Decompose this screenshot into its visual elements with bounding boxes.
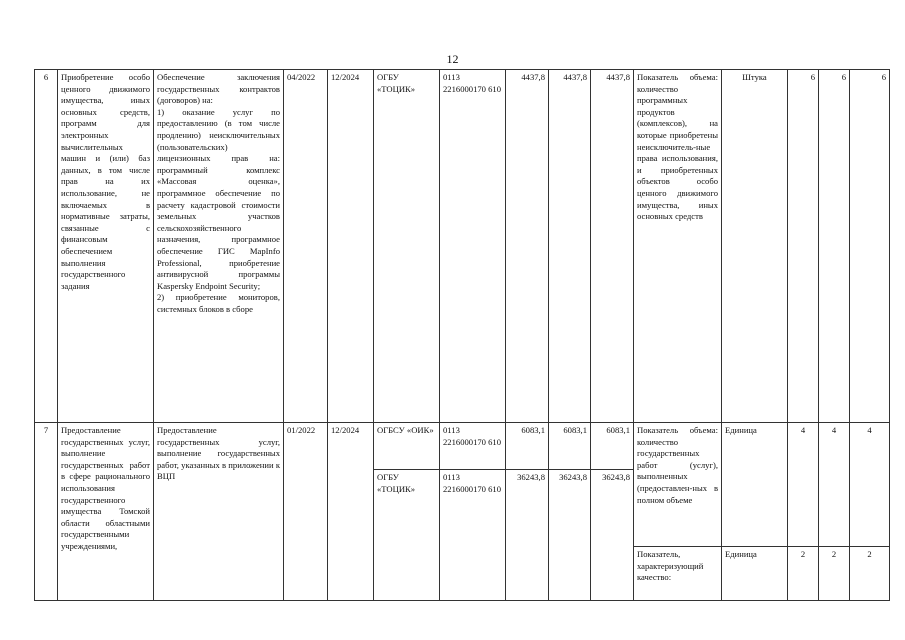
value-2: 2 bbox=[819, 547, 850, 601]
executor-continuation bbox=[374, 547, 440, 601]
amount-2: 6083,1 bbox=[549, 423, 591, 470]
amount-3: 36243,8 bbox=[591, 470, 634, 547]
budget-code: 0113 2216000170 610 bbox=[440, 423, 506, 470]
amount-3-continuation bbox=[591, 547, 634, 601]
value-1: 6 bbox=[788, 70, 819, 423]
amount-1: 6083,1 bbox=[506, 423, 549, 470]
amount-3: 4437,8 bbox=[591, 70, 634, 423]
executor: ОГБСУ «ОИК» bbox=[374, 423, 440, 470]
indicator-text: Показатель, характеризующий качество: bbox=[634, 547, 722, 601]
page-number: 12 bbox=[446, 52, 459, 66]
indicator-text: Показатель объема: количество государственных работ (услуг), выполненных (предоставлен-ных в полном объеме bbox=[634, 423, 722, 547]
budget-code: 0113 2216000170 610 bbox=[440, 70, 506, 423]
value-1: 4 bbox=[788, 423, 819, 547]
executor: ОГБУ «ТОЦИК» bbox=[374, 470, 440, 547]
unit: Единица bbox=[722, 423, 788, 547]
row-number: 6 bbox=[35, 70, 58, 423]
budget-code: 0113 2216000170 610 bbox=[440, 470, 506, 547]
unit: Штука bbox=[722, 70, 788, 423]
executor: ОГБУ «ТОЦИК» bbox=[374, 70, 440, 423]
start-date: 04/2022 bbox=[284, 70, 328, 423]
value-3: 2 bbox=[850, 547, 890, 601]
amount-2: 4437,8 bbox=[549, 70, 591, 423]
event-name: Предоставление государственных услуг, выполнение государственных работ в сфере рационального использования государственного имущества Томской области областными государственными учреждениями, bbox=[58, 423, 154, 601]
value-2: 4 bbox=[819, 423, 850, 547]
table-row bbox=[35, 423, 890, 470]
table-row bbox=[35, 70, 890, 423]
event-description: Обеспечение заключения государственных контрактов (договоров) на: 1) оказание услуг по предоставлению (в том числе продлению) неисключительных (пользовательских) лицензионных прав на: программный комплекс «Массовая оценка», программное обеспечение по расчету кадастровой стоимости земельных участков сельскохозяйственного назначения, программное обеспечение ГИС MapInfo Professional, приобретение антивирусной программы Kaspersky Endpoint Security; 2) приобретение мониторов, системных блоков в сборе bbox=[154, 70, 284, 423]
value-1: 2 bbox=[788, 547, 819, 601]
event-description: Предоставление государственных услуг, выполнение государственных работ, указанных в приложении к ВЦП bbox=[154, 423, 284, 601]
amount-1: 36243,8 bbox=[506, 470, 549, 547]
amount-2: 36243,8 bbox=[549, 470, 591, 547]
amount-3: 6083,1 bbox=[591, 423, 634, 470]
unit: Единица bbox=[722, 547, 788, 601]
start-date: 01/2022 bbox=[284, 423, 328, 601]
value-3: 4 bbox=[850, 423, 890, 547]
end-date: 12/2024 bbox=[328, 423, 374, 601]
amount-1-continuation bbox=[506, 547, 549, 601]
indicator-text: Показатель объема: количество программных продуктов (комплексов), на которые приобретены неисключитель-ные права использования, и приобретенных объектов особо ценного движимого имущества, иных основных средств bbox=[634, 70, 722, 423]
value-2: 6 bbox=[819, 70, 850, 423]
amount-2-continuation bbox=[549, 547, 591, 601]
row-number: 7 bbox=[35, 423, 58, 601]
event-name: Приобретение особо ценного движимого имущества, иных основных средств, программ для электронных вычислительных машин и (или) баз данных, в том числе прав на их использование, не включаемых в нормативные затраты, связанные с финансовым обеспечением выполнения государственного задания bbox=[58, 70, 154, 423]
budget-code-continuation bbox=[440, 547, 506, 601]
value-3: 6 bbox=[850, 70, 890, 423]
program-table bbox=[34, 69, 890, 601]
amount-1: 4437,8 bbox=[506, 70, 549, 423]
end-date: 12/2024 bbox=[328, 70, 374, 423]
